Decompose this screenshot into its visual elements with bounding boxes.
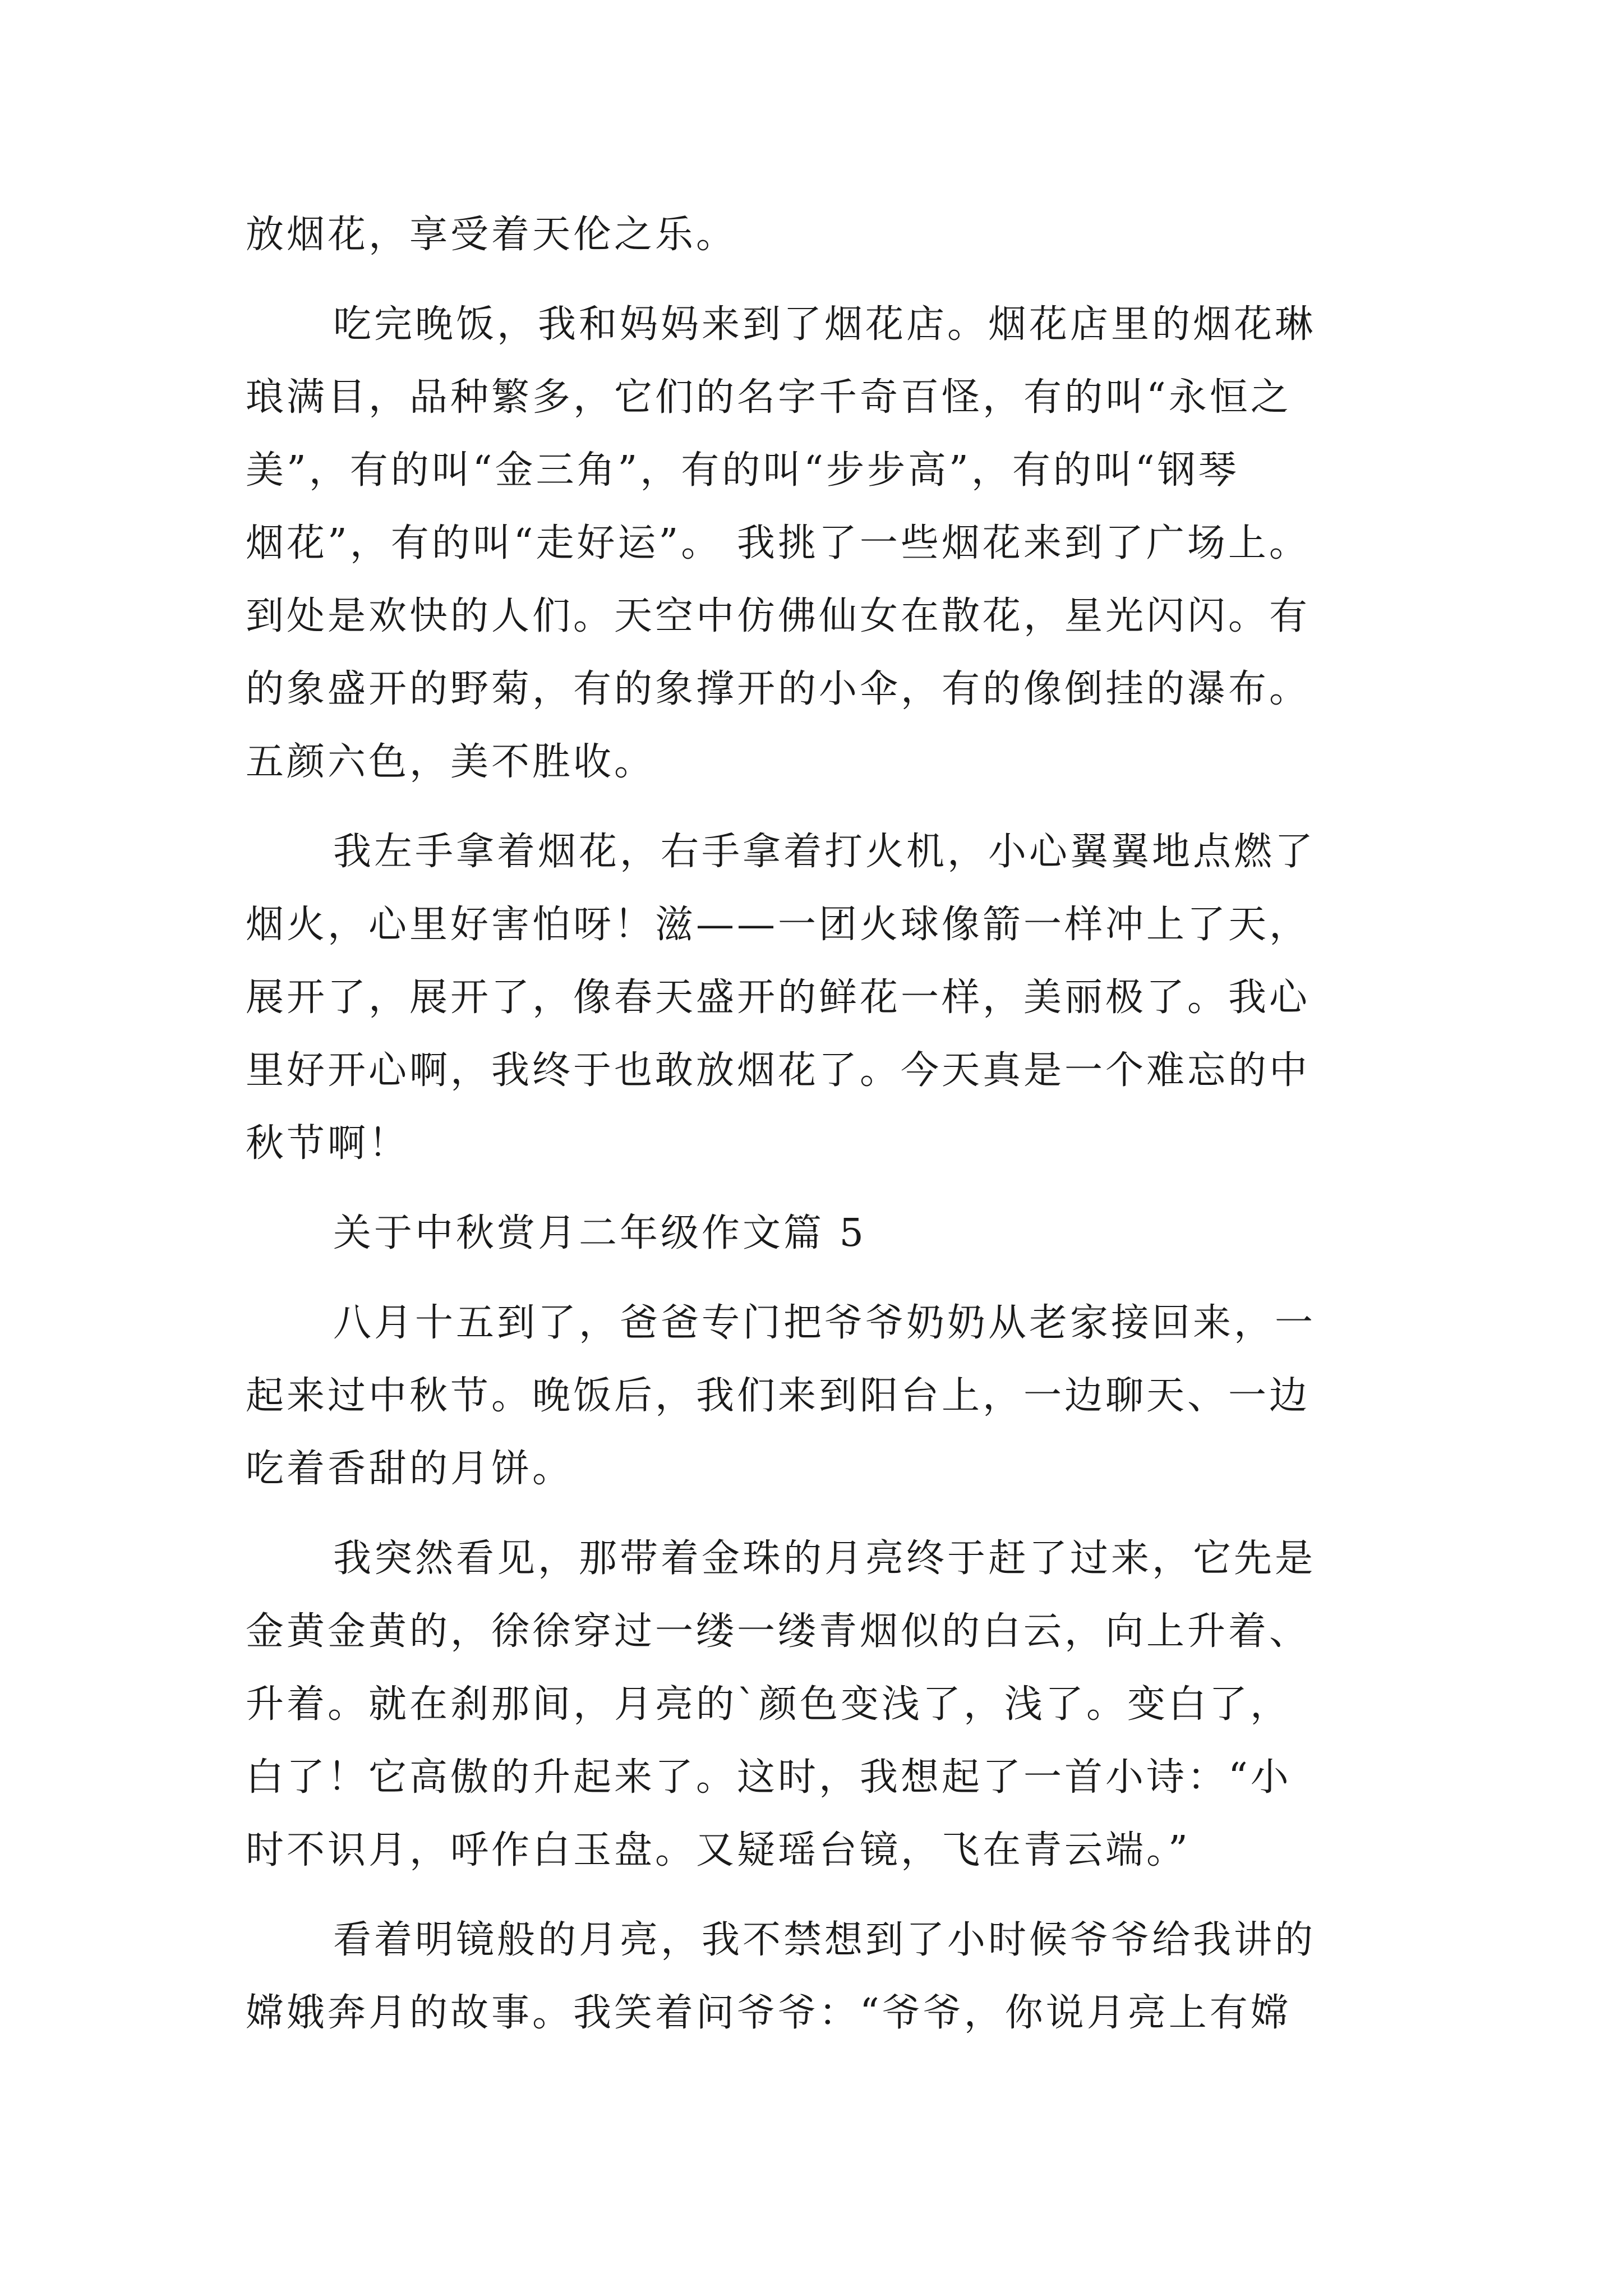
text-line: 时不识月，呼作白玉盘。又疑瑶台镜，飞在青云端。” — [246, 1828, 1191, 1872]
text-line: 放烟花，享受着天伦之乐。 — [246, 213, 737, 257]
text-line: 美”，有的叫“金三角”，有的叫“步步高”，有的叫“钢琴 — [246, 448, 1239, 493]
text-line: 升着。就在刹那间，月亮的`颜色变浅了，浅了。变白了， — [246, 1682, 1292, 1727]
text-line: 琅满目，品种繁多，它们的名字千奇百怪，有的叫“永恒之 — [246, 375, 1292, 420]
text-line: 我左手拿着烟花，右手拿着打火机，小心翼翼地点燃了 — [333, 830, 1316, 874]
text-line: 金黄金黄的，徐徐穿过一缕一缕青烟似的白云，向上升着、 — [246, 1609, 1311, 1654]
text-line: 我突然看见，那带着金珠的月亮终于赶了过来，它先是 — [333, 1536, 1316, 1581]
text-line: 五颜六色，美不胜收。 — [246, 740, 656, 784]
text-line: 烟火，心里好害怕呀！滋——一团火球像箭一样冲上了天， — [246, 903, 1311, 947]
text-line: 的象盛开的野菊，有的象撑开的小伞，有的像倒挂的瀑布。 — [246, 667, 1311, 711]
text-line: 吃完晚饭，我和妈妈来到了烟花店。烟花店里的烟花琳 — [333, 302, 1316, 347]
text-line: 展开了，展开了，像春天盛开的鲜花一样，美丽极了。我心 — [246, 976, 1311, 1020]
text-line: 看着明镜般的月亮，我不禁想到了小时候爷爷给我讲的 — [333, 1918, 1316, 1962]
text-line: 白了！它高傲的升起来了。这时，我想起了一首小诗：“小 — [246, 1755, 1292, 1800]
text-line: 烟花”，有的叫“走好运”。 我挑了一些烟花来到了广场上。 — [246, 521, 1310, 565]
text-line: 里好开心啊，我终于也敢放烟花了。今天真是一个难忘的中 — [246, 1048, 1311, 1093]
text-line: 起来过中秋节。晚饭后，我们来到阳台上，一边聊天、一边 — [246, 1374, 1311, 1418]
text-line: 嫦娥奔月的故事。我笑着问爷爷：“爷爷，你说月亮上有嫦 — [246, 1991, 1292, 2035]
text-line: 吃着香甜的月饼。 — [246, 1447, 574, 1491]
text-line: 关于中秋赏月二年级作文篇 5 — [333, 1211, 866, 1255]
text-line: 八月十五到了，爸爸专门把爷爷奶奶从老家接回来，一 — [333, 1301, 1316, 1345]
text-line: 秋节啊！ — [246, 1121, 410, 1166]
text-line: 到处是欢快的人们。天空中仿佛仙女在散花，星光闪闪。有 — [246, 594, 1311, 638]
